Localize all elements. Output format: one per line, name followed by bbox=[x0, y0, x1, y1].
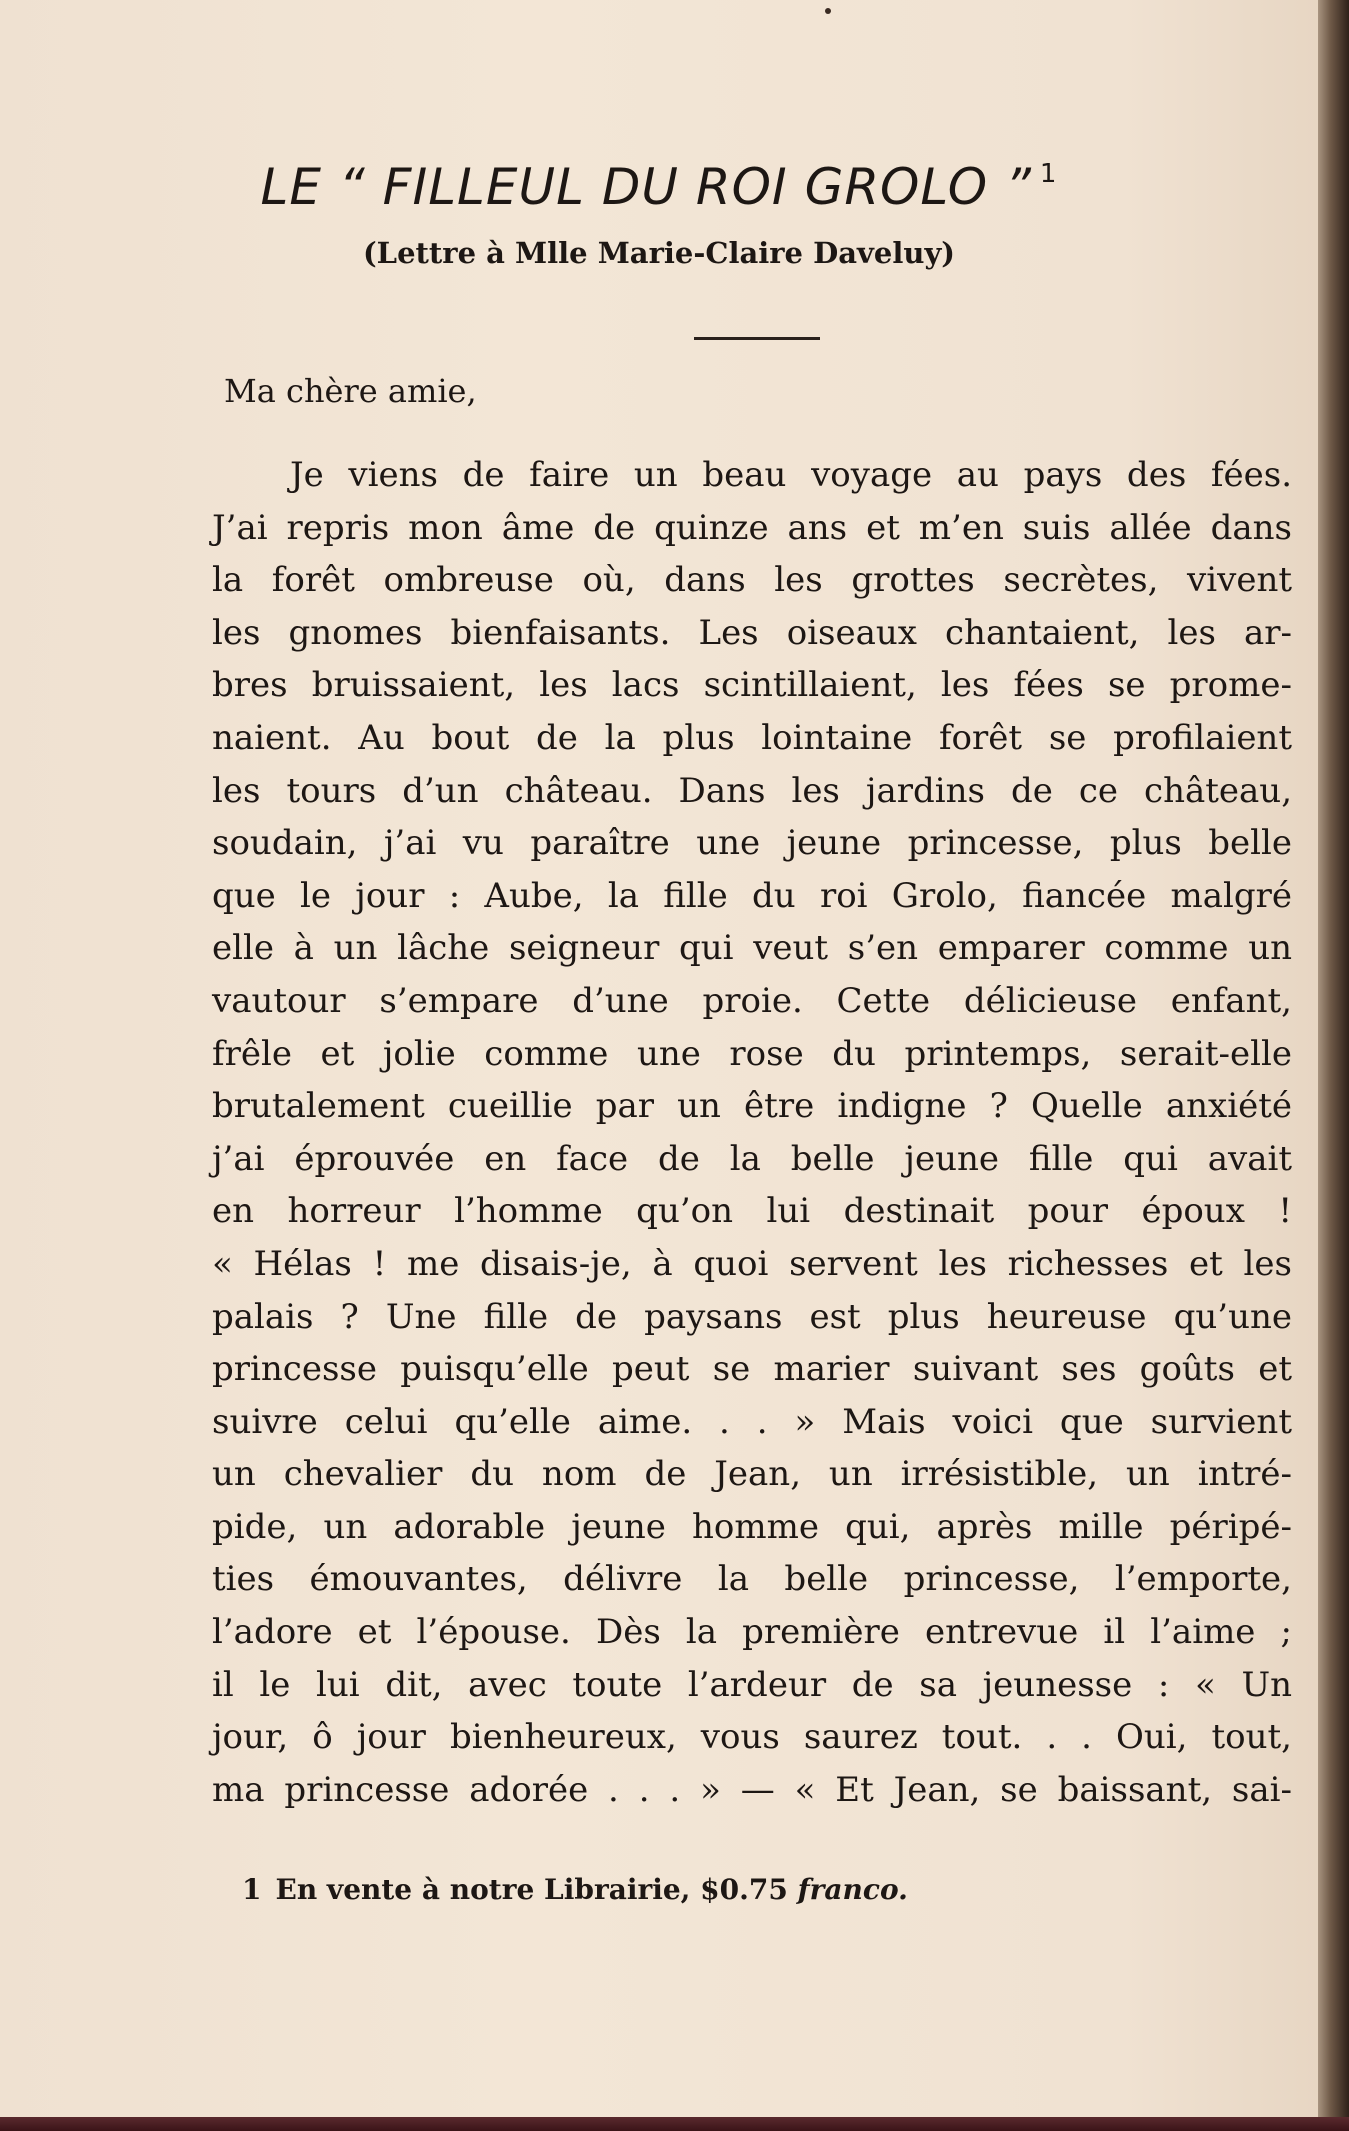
body-line: J’ai repris mon âme de quinze ans et m’en suis allée dans bbox=[212, 507, 1292, 548]
title-footnote-mark: 1 bbox=[1039, 159, 1058, 189]
ink-speck bbox=[825, 8, 831, 14]
footnote-italic: franco. bbox=[797, 1873, 908, 1906]
body-line: « Hélas ! me disais-je, à quoi servent les richesses et les bbox=[212, 1243, 1292, 1284]
body-line: jour, ô jour bienheureux, vous saurez tout. . . Oui, tout, bbox=[212, 1717, 1292, 1758]
separator-rule bbox=[694, 337, 820, 340]
body-line: suivre celui qu’elle aime. . . » Mais voici que survient bbox=[212, 1401, 1292, 1442]
body-line: princesse puisqu’elle peut se marier suivant ses goûts et bbox=[212, 1349, 1292, 1390]
body-line: l’adore et l’épouse. Dès la première entrevue il l’aime ; bbox=[212, 1612, 1292, 1653]
page-subtitle: (Lettre à Mlle Marie-Claire Daveluy) bbox=[362, 236, 956, 270]
footnote-number: 1 bbox=[242, 1873, 262, 1906]
page-title bbox=[0, 158, 1318, 216]
body-line: il le lui dit, avec toute l’ardeur de sa jeunesse : « Un bbox=[212, 1664, 1292, 1705]
salutation: Ma chère amie, bbox=[224, 372, 477, 410]
body-line: en horreur l’homme qu’on lui destinait pour époux ! bbox=[212, 1191, 1292, 1232]
body-line: elle à un lâche seigneur qui veut s’en emparer comme un bbox=[212, 928, 1292, 969]
page-bottom-edge bbox=[0, 2117, 1349, 2131]
body-line: ties émouvantes, délivre la belle princesse, l’emporte, bbox=[212, 1559, 1292, 1600]
body-line: un chevalier du nom de Jean, un irrésistible, un intré- bbox=[212, 1454, 1292, 1495]
body-line: soudain, j’ai vu paraître une jeune princesse, plus belle bbox=[212, 823, 1292, 864]
footnote-text: En vente à notre Librairie, $0.75 bbox=[275, 1873, 788, 1906]
body-line: ma princesse adorée . . . » — « Et Jean, se baissant, sai- bbox=[212, 1769, 1292, 1810]
body-line: bres bruissaient, les lacs scintillaient, les fées se prome- bbox=[212, 665, 1292, 706]
body-line: Je viens de faire un beau voyage au pays des fées. bbox=[290, 455, 1292, 495]
page-title-text: LE “ FILLEUL DU ROI GROLO ” bbox=[260, 158, 1032, 216]
body-line: les gnomes bienfaisants. Les oiseaux chantaient, les ar- bbox=[212, 612, 1292, 653]
body-line: palais ? Une fille de paysans est plus heureuse qu’une bbox=[212, 1296, 1292, 1337]
footnote bbox=[242, 1873, 908, 1906]
letter-body bbox=[212, 449, 1292, 1816]
body-line: que le jour : Aube, la fille du roi Grolo, fiancée malgré bbox=[212, 875, 1292, 916]
body-line: pide, un adorable jeune homme qui, après mille péripé- bbox=[212, 1506, 1292, 1547]
body-line: vautour s’empare d’une proie. Cette délicieuse enfant, bbox=[212, 980, 1292, 1021]
body-line: j’ai éprouvée en face de la belle jeune fille qui avait bbox=[212, 1138, 1292, 1179]
book-spine-shadow bbox=[1318, 0, 1349, 2131]
body-line: les tours d’un château. Dans les jardins de ce château, bbox=[212, 770, 1292, 811]
body-line: brutalement cueillie par un être indigne ? Quelle anxiété bbox=[212, 1086, 1292, 1127]
body-line: la forêt ombreuse où, dans les grottes secrètes, vivent bbox=[212, 560, 1292, 601]
body-line: frêle et jolie comme une rose du printemps, serait-elle bbox=[212, 1033, 1292, 1074]
body-line: naient. Au bout de la plus lointaine forêt se profilaient bbox=[212, 717, 1292, 758]
